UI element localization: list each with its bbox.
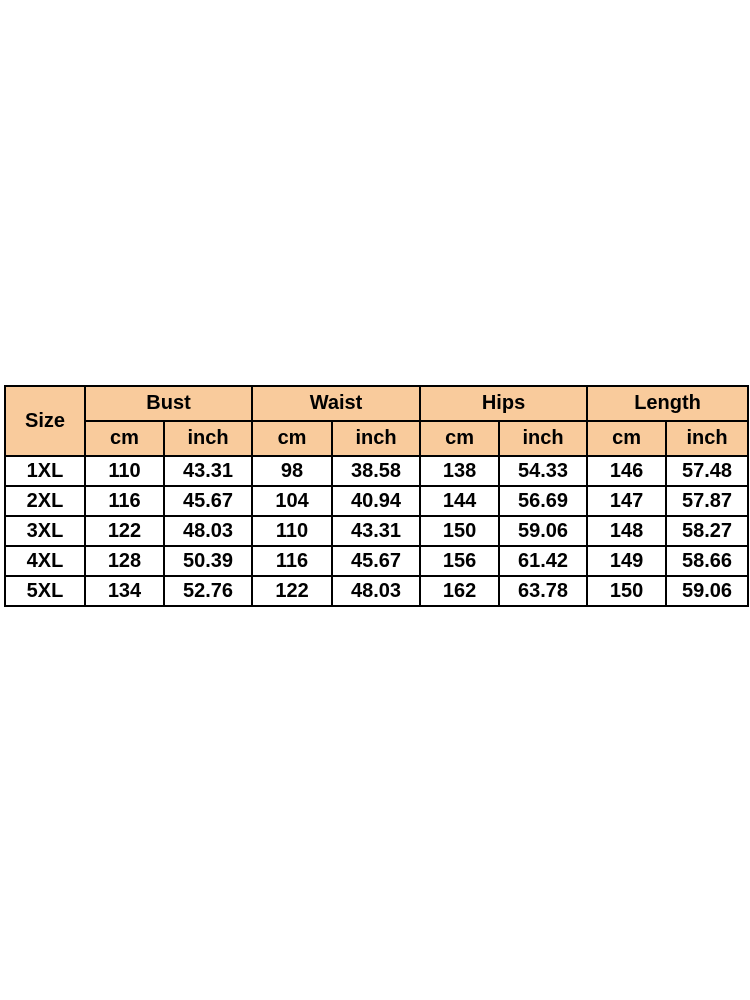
unit-header: cm bbox=[85, 421, 164, 456]
measurement-cell: 38.58 bbox=[332, 456, 420, 486]
hips-header: Hips bbox=[420, 386, 587, 421]
table-row bbox=[5, 576, 748, 606]
size-chart-table bbox=[4, 385, 749, 607]
measurement-cell: 45.67 bbox=[332, 546, 420, 576]
unit-header: inch bbox=[666, 421, 748, 456]
unit-header: inch bbox=[164, 421, 252, 456]
measurement-cell: 149 bbox=[587, 546, 666, 576]
unit-header: inch bbox=[499, 421, 587, 456]
table-row bbox=[5, 486, 748, 516]
measurement-cell: 150 bbox=[587, 576, 666, 606]
measurement-cell: 61.42 bbox=[499, 546, 587, 576]
table-row bbox=[5, 456, 748, 486]
size-cell: 4XL bbox=[5, 546, 85, 576]
waist-header: Waist bbox=[252, 386, 420, 421]
size-cell: 1XL bbox=[5, 456, 85, 486]
measurement-cell: 57.87 bbox=[666, 486, 748, 516]
measurement-cell: 122 bbox=[252, 576, 332, 606]
measurement-cell: 58.66 bbox=[666, 546, 748, 576]
bust-header: Bust bbox=[85, 386, 252, 421]
measurement-cell: 104 bbox=[252, 486, 332, 516]
measurement-cell: 134 bbox=[85, 576, 164, 606]
measurement-cell: 48.03 bbox=[332, 576, 420, 606]
measurement-cell: 48.03 bbox=[164, 516, 252, 546]
measurement-cell: 40.94 bbox=[332, 486, 420, 516]
measurement-cell: 116 bbox=[252, 546, 332, 576]
measurement-cell: 59.06 bbox=[499, 516, 587, 546]
measurement-cell: 147 bbox=[587, 486, 666, 516]
measurement-cell: 59.06 bbox=[666, 576, 748, 606]
measurement-cell: 148 bbox=[587, 516, 666, 546]
header-unit-row bbox=[5, 421, 748, 456]
measurement-cell: 146 bbox=[587, 456, 666, 486]
measurement-cell: 43.31 bbox=[164, 456, 252, 486]
measurement-cell: 43.31 bbox=[332, 516, 420, 546]
unit-header: cm bbox=[252, 421, 332, 456]
measurement-cell: 52.76 bbox=[164, 576, 252, 606]
measurement-cell: 63.78 bbox=[499, 576, 587, 606]
measurement-cell: 156 bbox=[420, 546, 499, 576]
measurement-cell: 116 bbox=[85, 486, 164, 516]
measurement-cell: 162 bbox=[420, 576, 499, 606]
size-cell: 5XL bbox=[5, 576, 85, 606]
measurement-cell: 57.48 bbox=[666, 456, 748, 486]
measurement-cell: 50.39 bbox=[164, 546, 252, 576]
unit-header: cm bbox=[420, 421, 499, 456]
size-rows bbox=[5, 456, 748, 606]
measurement-cell: 138 bbox=[420, 456, 499, 486]
measurement-cell: 122 bbox=[85, 516, 164, 546]
measurement-cell: 110 bbox=[252, 516, 332, 546]
table-row bbox=[5, 516, 748, 546]
measurement-cell: 45.67 bbox=[164, 486, 252, 516]
measurement-cell: 58.27 bbox=[666, 516, 748, 546]
measurement-cell: 110 bbox=[85, 456, 164, 486]
measurement-cell: 144 bbox=[420, 486, 499, 516]
size-cell: 3XL bbox=[5, 516, 85, 546]
header-group-row bbox=[5, 386, 748, 421]
unit-header: inch bbox=[332, 421, 420, 456]
measurement-cell: 128 bbox=[85, 546, 164, 576]
size-header: Size bbox=[5, 386, 85, 456]
measurement-cell: 98 bbox=[252, 456, 332, 486]
measurement-cell: 56.69 bbox=[499, 486, 587, 516]
unit-header: cm bbox=[587, 421, 666, 456]
size-cell: 2XL bbox=[5, 486, 85, 516]
measurement-cell: 150 bbox=[420, 516, 499, 546]
table-row bbox=[5, 546, 748, 576]
measurement-cell: 54.33 bbox=[499, 456, 587, 486]
length-header: Length bbox=[587, 386, 748, 421]
